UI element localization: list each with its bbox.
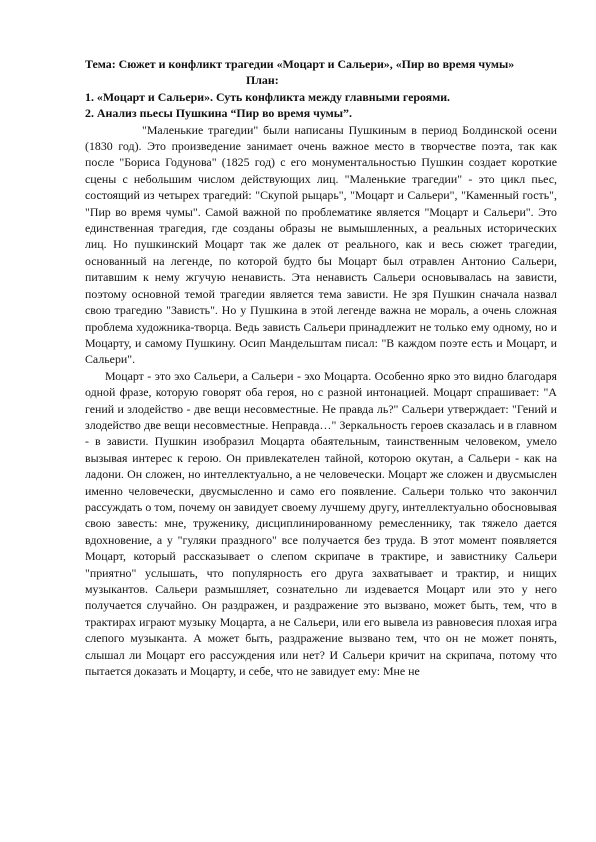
document-page [85, 56, 557, 679]
document-title: Тема: Сюжет и конфликт трагедии «Моцарт и Сальери», «Пир во время чумы» [85, 57, 515, 71]
plan-item-2: 2. Анализ пьесы Пушкина “Пир во время чумы”. [85, 106, 352, 121]
body-paragraph-1: "Маленькие трагедии" были написаны Пушкиным в период Болдинской осени (1830 год). Это произведение занимает очень важное место в творчестве поэта, так как после "Бориса Годунова" (1825 год) с его монументальностью Пушкин создает короткие сцены с небольшим числом действующих лиц. "Маленькие трагедии" - это цикл пьес, состоящий из четырех трагедий: "Скупой рыцарь", "Моцарт и Сальери", "Каменный гость", "Пир во время чумы". Самой важной по проблематике является "Моцарт и Сальери". Это единственная трагедия, где созданы образы не вымышленных, а реальных исторических лиц. Но пушкинский Моцарт так же далек от реального, как и весь сюжет трагедии, основанный на легенде, по которой будто бы Моцарт был отравлен Антонио Сальери, питавшим к нему жгучую ненависть. Эта ненависть Сальери основывалась на зависти, поэтому основной темой трагедии является тема зависти. Не зря Пушкин сначала назвал свою трагедию "Зависть". Но у Пушкина в этой легенде важна не мораль, а очень сложная проблема художника-творца. Ведь зависть Сальери принадлежит не только ему одному, но и Моцарту, и самому Пушкину. Осип Мандельштам писал: "В каждом поэте есть и Моцарт, и Сальери". [85, 122, 557, 367]
plan-heading: План: [246, 73, 279, 88]
body-paragraph-2: Моцарт - это эхо Сальери, а Сальери - эхо Моцарта. Особенно ярко это видно благодаря одной фразе, которую говорят оба героя, но с разной интонацией. Моцарт спрашивает: "А гений и злодейство - две вещи несовместные. Не правда ль?" Сальери утверждает: "Гений и злодейство две вещи несовместные. Неправда…" Зеркальность героев сказалась и в главном - в зависти. Пушкин изобразил Моцарта обаятельным, таинственным человеком, умело вызывая интерес к герою. Он привлекателен тайной, которою окутан, а Сальери - как на ладони. Он сложен, но интеллектуально, а не человечески. Моцарт же сложен и двусмыслен именно человечески, двусмысленно и само его появление. Сальери только что закончил рассуждать о том, почему он завидует своему лучшему другу, интеллектуально обосновывая свою завесть: мне, труженику, дисциплинированному ремесленнику, так тяжело дается вдохновение, а у "гуляки праздного" все получается без труда. В этот момент появляется Моцарт, который рассказывает о слепом скрипаче в трактире, и завистнику Сальери "приятно" услышать, что популярность его друга захватывает и трактир, и нищих музыкантов. Сальери размышляет, сознательно ли издевается Моцарт или это у него получается случайно. Он раздражен, и раздражение это вызвано, может быть, тем, что в трактирах играют музыку Моцарта, а не Сальери, или его вывела из равновесия плохая игра слепого музыканта. А может быть, раздражение вызвано тем, что он не может понять, слышал ли Моцарт его рассуждения или нет? И Сальери кричит на скрипача, потому что пытается доказать и Моцарту, и себе, что не завидует ему: Мне не [85, 368, 557, 679]
plan-item-1: 1. «Моцарт и Сальери». Суть конфликта между главными героями. [85, 89, 451, 104]
